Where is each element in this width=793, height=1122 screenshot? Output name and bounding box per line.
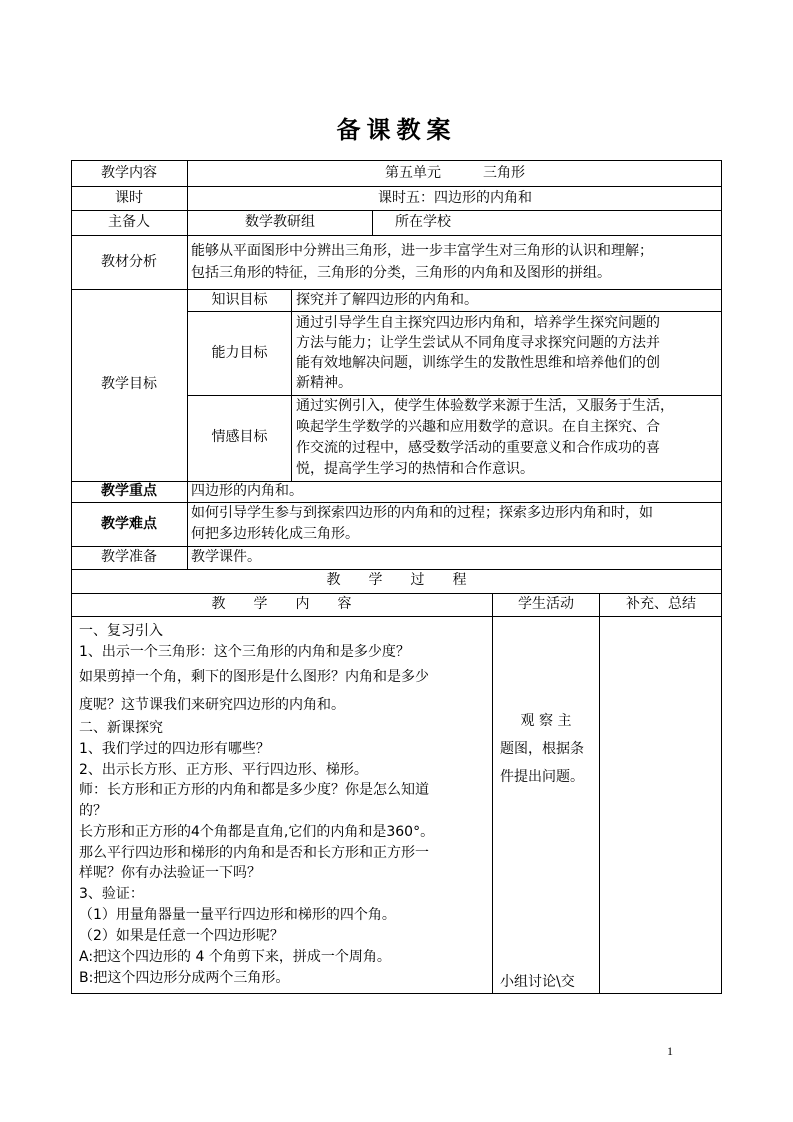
ability-goal-line: 通过引导学生自主探究四边形内角和，培养学生探究问题的	[296, 315, 660, 331]
analysis-line: 能够从平面图形中分辨出三角形，进一步丰富学生对三角形的认识和理解；	[191, 243, 653, 259]
content-line: A:把这个四边形的 4 个角剪下来，拼成一个周角。	[79, 949, 391, 965]
key-point-value: 四边形的内角和。	[191, 483, 303, 499]
page-title: 备课教案	[336, 115, 457, 144]
period-value: 课时五：四边形的内角和	[378, 190, 532, 206]
content-line: 二、新课探究	[79, 720, 163, 736]
content-line: （1）用量角器量一量平行四边形和梯形的四个角。	[79, 907, 396, 923]
difficulty-label: 教学难点	[101, 516, 157, 532]
content-line: 3、验证：	[79, 886, 144, 902]
content-line: B:把这个四边形分成两个三角形。	[79, 970, 290, 986]
ability-goal-line: 方法与能力；让学生尝试从不同角度寻求探究问题的方法并	[296, 335, 660, 351]
content-value: 第五单元 三角形	[385, 165, 525, 181]
difficulty-line: 如何引导学生参与到探索四边形的内角和的过程；探索多边形内角和时，如	[191, 505, 653, 521]
period-label: 课时	[115, 190, 143, 206]
preparer-label: 主备人	[108, 214, 150, 230]
content-line: 如果剪掉一个角，剩下的图形是什么图形？内角和是多少	[79, 669, 429, 685]
content-line: 的？	[79, 803, 107, 819]
content-line: 长方形和正方形的4个角都是直角,它们的内角和是360°。	[79, 824, 435, 840]
activity-line: 观 察 主	[520, 713, 572, 729]
activity-line: 小组讨论\交	[500, 974, 575, 990]
emotion-goal-line: 悦，提高学生学习的热情和合作意识。	[296, 461, 534, 477]
content-line: 度呢？这节课我们来研究四边形的内角和。	[79, 697, 345, 713]
ability-goal-line: 能有效地解决问题，训练学生的发散性思维和培养他们的创	[296, 355, 660, 371]
content-line: 1、我们学过的四边形有哪些？	[79, 741, 270, 757]
activity-line: 件提出问题。	[500, 769, 584, 785]
content-line: 那么平行四边形和梯形的内角和是否和长方形和正方形一	[79, 845, 429, 861]
content-line: 师：长方形和正方形的内角和都是多少度？你是怎么知道	[79, 782, 429, 798]
difficulty-line: 何把多边形转化成三角形。	[191, 526, 359, 542]
knowledge-goal-text: 探究并了解四边形的内角和。	[296, 292, 478, 308]
content-label: 教学内容	[101, 165, 157, 181]
key-point-label: 教学重点	[101, 483, 157, 499]
preparation-value: 教学课件。	[191, 549, 261, 565]
knowledge-goal-label: 知识目标	[211, 292, 268, 308]
ability-goal-line: 新精神。	[296, 375, 352, 391]
emotion-goal-line: 作交流的过程中，感受数学活动的重要意义和合作成功的喜	[296, 440, 660, 456]
col-header-activity: 学生活动	[518, 596, 574, 612]
content-line: 样呢？你有办法验证一下吗？	[79, 865, 261, 881]
activity-line: 题图，根据条	[500, 741, 584, 757]
content-line: 一、复习引入	[79, 623, 163, 639]
preparation-label: 教学准备	[101, 549, 157, 565]
emotion-goal-label: 情感目标	[211, 429, 268, 445]
preparer-value: 数学教研组	[245, 214, 315, 230]
page-number: 1	[667, 1044, 673, 1058]
col-header-notes: 补充、总结	[626, 596, 696, 612]
content-line: （2）如果是任意一个四边形呢？	[79, 928, 284, 944]
content-line: 2、出示长方形、正方形、平行四边形、梯形。	[79, 762, 368, 778]
process-title: 教 学 过 程	[326, 572, 467, 588]
school-label: 所在学校	[395, 214, 451, 230]
goals-label: 教学目标	[101, 376, 157, 392]
emotion-goal-line: 唤起学生学数学的兴趣和应用数学的意识。在自主探究、合	[296, 419, 660, 435]
content-line: 1、出示一个三角形：这个三角形的内角和是多少度？	[79, 644, 410, 660]
ability-goal-label: 能力目标	[211, 345, 268, 361]
col-header-content: 教 学 内 容	[211, 596, 352, 612]
emotion-goal-line: 通过实例引入，使学生体验数学来源于生活，又服务于生活，	[296, 398, 674, 414]
analysis-line: 包括三角形的特征，三角形的分类，三角形的内角和及图形的拼组。	[191, 265, 611, 281]
analysis-label: 教材分析	[101, 254, 157, 270]
